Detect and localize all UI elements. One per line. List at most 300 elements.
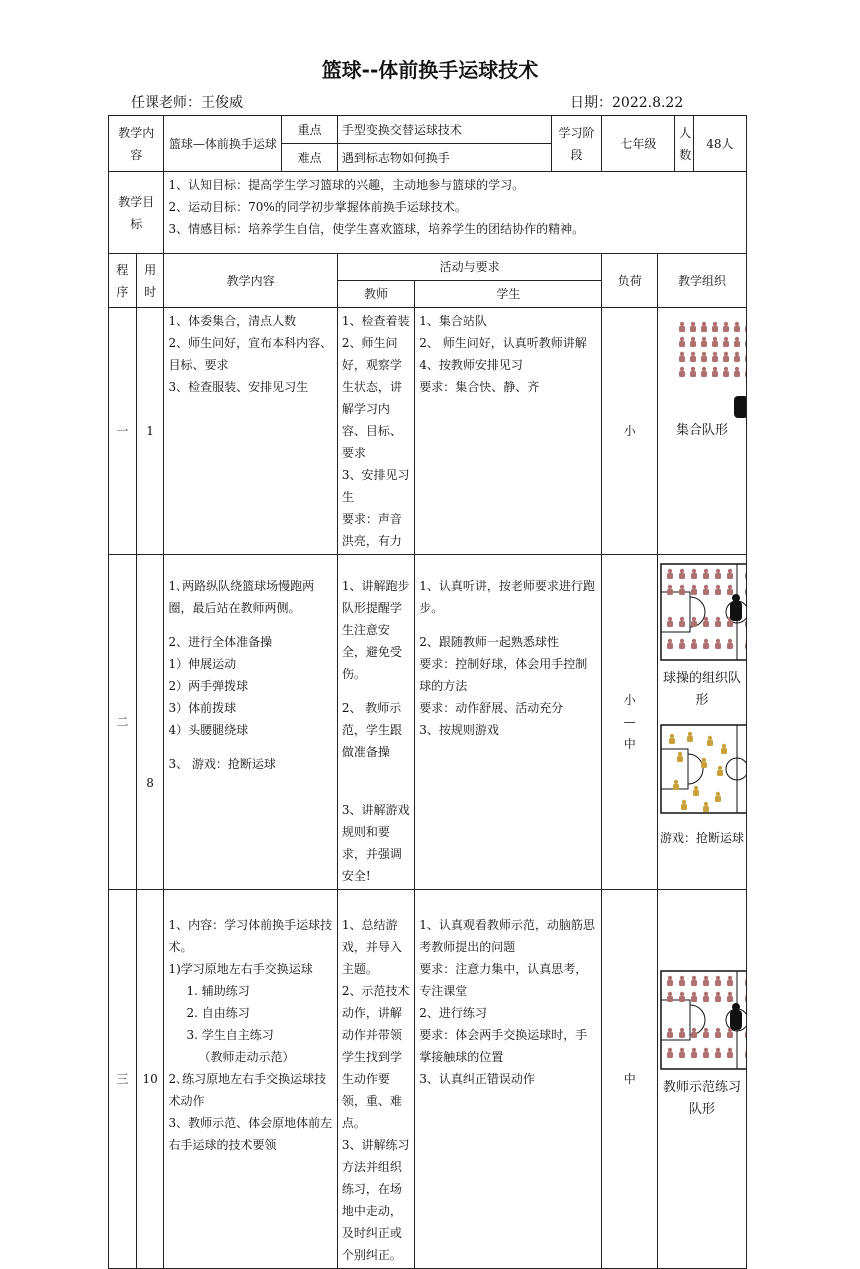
load: 中 [623,1072,636,1086]
content-line: 3、 游戏：抢断运球 [168,757,276,771]
org-label: 教师示范练习队形 [662,1080,741,1117]
student-figure-body [667,589,673,595]
student-figure-body [693,790,699,796]
content-line: 1)学习原地左右手交换运球 [168,962,313,976]
student-figure-body [745,1032,747,1038]
organization-cell [657,890,746,1269]
procedure: 二 [116,715,129,729]
student-figure-body [679,1032,685,1038]
col-activity-label: 活动与要求 [439,260,500,274]
student-figure-head [704,1048,708,1052]
student-figure-body [717,770,723,776]
content-line: 3、教师示范、体会原地体前左右手运球的技术要领 [168,1116,333,1152]
teacher-line: 要求：声音洪亮，有力 [341,512,402,548]
student-figure-body [669,738,675,744]
objectives-label-cell [109,172,164,254]
student-figure-head [702,352,706,356]
time-cell [136,555,164,890]
content-line: 3）体前拨球 [168,701,237,715]
objectives-label: 教学目标 [118,194,155,231]
objective-item: 2、运动目标：70%的同学初步掌握体前换手运球技术。 [168,200,467,214]
student-figure-body [703,1032,709,1038]
student-line: 1、认真观看教师示范，动脑筋思考教师提出的问题 [419,918,595,954]
student-figure-body [690,371,696,377]
student-figure-body [679,996,685,1002]
student-figure-body [667,1032,673,1038]
load: 小 [623,424,636,438]
load-cell [602,890,657,1269]
content-line: 3. 学生自主练习 [186,1028,274,1042]
org-label: 游戏：抢断运球 [659,831,744,845]
student-figure-head [691,337,695,341]
org-label: 球操的组织队形 [662,671,741,708]
student-figure-body [715,621,721,627]
student-figure-head [704,585,708,589]
student-figure-head [691,352,695,356]
col-content [164,254,337,308]
content-line: 2. 自由练习 [186,1006,250,1020]
student-figure-body [745,573,747,579]
student-figure-head [713,352,717,356]
student-figure-head [680,352,684,356]
student-figure-body [687,736,693,742]
student-figure-head [670,734,674,738]
student-figure-head [691,322,695,326]
student-figure-head [704,802,708,806]
time: 8 [146,776,154,790]
key-value: 手型变换交替运球技术 [341,122,462,137]
student-figure-body [734,326,740,332]
student-figure-head [704,1028,708,1032]
teacher-line: 1、检查着装 [341,314,410,328]
student-figure-head [680,617,684,621]
student-figure-head [704,639,708,643]
student-figure-head [704,976,708,980]
student-figure-head [716,639,720,643]
student-figure-body [712,371,718,377]
student-figure-head [746,322,747,326]
student-figure-body [727,1052,733,1058]
student-figure-head [718,766,722,770]
student-figure-head [678,752,682,756]
student-figure-body [723,341,729,347]
student-figure-head [746,367,747,371]
warmup-court [660,563,747,661]
student-figure-head [694,786,698,790]
student-figure-head [668,1028,672,1032]
student-figure-body [703,996,709,1002]
student-line: 3、按规则游戏 [419,723,499,737]
load-cell [602,308,657,555]
student-figure-head [728,569,732,573]
count-label-cell [675,116,693,172]
content-line: 1）伸展运动 [168,657,237,671]
difficulty-label-cell [282,144,337,172]
time: 10 [142,1072,158,1086]
practice-court [660,970,747,1070]
student-line: 要求：注意力集中，认真思考，专注课堂 [419,962,588,998]
student-figure-body [727,621,733,627]
student-figure-head [680,1028,684,1032]
stage-label: 学习阶段 [558,125,595,162]
student-figure-head [704,992,708,996]
student-figure-head [702,367,706,371]
student-figure-head [668,976,672,980]
student-figure-body [679,1052,685,1058]
student-figure-body [691,996,697,1002]
page-title: 篮球--体前换手运球技术 [321,58,539,82]
student-figure-body [712,326,718,332]
student-figure-head [702,322,706,326]
student-figure-head [735,337,739,341]
student-figure-body [745,1052,747,1058]
student-figure-head [746,337,747,341]
grade-cell [602,116,675,172]
teacher-line: 2、师生问好，观察学生状态，讲解学习内容、目标、要求 [341,336,402,460]
student-figure-body [734,341,740,347]
student-figure-head [724,352,728,356]
student-figure-body [667,980,673,986]
student-figure-body [734,371,740,377]
procedure-cell [109,555,137,890]
assembly-diagram [662,310,742,420]
student-figure-body [679,643,685,649]
student-figure-body [679,341,685,347]
col-content-label: 教学内容 [226,273,275,288]
lesson-date: 日期：2022.8.22 [570,95,684,111]
content-label-cell [109,116,164,172]
student-figure-body [701,356,707,362]
student-figure-body [745,589,747,595]
student-figure-body [673,784,679,790]
student-cell [415,308,602,555]
col-student-label: 学生 [496,287,521,301]
count-label: 人数 [679,125,692,162]
student-figure-body [679,621,685,627]
student-figure-body [745,326,747,332]
student-figure-head [716,792,720,796]
student-figure-head [713,367,717,371]
student-figure-body [690,326,696,332]
student-figure-body [734,356,740,362]
student-figure-body [703,643,709,649]
student-line: 3、认真纠正错误动作 [419,1072,535,1086]
student-figure-body [667,643,673,649]
student-figure-body [667,996,673,1002]
student-figure-head [716,976,720,980]
student-figure-head [680,337,684,341]
student-figure-body [715,1032,721,1038]
time: 1 [146,424,154,438]
student-line: 1、认真听讲，按老师要求进行跑步。 [419,579,595,615]
student-figure-body [715,796,721,802]
student-figure-head [688,732,692,736]
content-line: 3、检查服装、安排见习生 [168,380,309,394]
student-figure-head [728,585,732,589]
teacher-line: 3、安排见习生 [341,468,410,504]
student-figure-body [703,980,709,986]
student-figure-head [668,1048,672,1052]
student-figure-body [691,1052,697,1058]
key-label-cell [282,116,337,144]
col-load-label: 负荷 [617,273,642,288]
student-figure-body [721,748,727,754]
student-figure-head [713,322,717,326]
student-figure-body [679,573,685,579]
student-figure-head [668,617,672,621]
student-figure-body [679,980,685,986]
student-figure-body [691,589,697,595]
game-court [660,724,747,814]
student-figure-head [680,639,684,643]
student-line: 要求：控制好球，体会用手控制球的方法 [419,657,588,693]
student-figure-body [690,341,696,347]
col-time-label: 用时 [144,262,157,299]
teacher-line: 3、讲解练习方法并组织练习，在场地中走动，及时纠正或个别纠正。 [341,1138,410,1262]
student-figure-body [715,589,721,595]
student-figure-body [712,356,718,362]
col-procedure [109,254,137,308]
student-figure-head [680,585,684,589]
student-figure-body [681,804,687,810]
student-figure-head [692,585,696,589]
content-line: 4）头腰腿绕球 [168,723,249,737]
content-value-cell [164,116,282,172]
student-figure-body [701,341,707,347]
student-figure-head [735,352,739,356]
student-figure-body [703,573,709,579]
student-figure-body [715,1052,721,1058]
student-figure-body [745,643,747,649]
organization-cell [657,555,746,890]
student-figure-body [703,806,709,812]
student-figure-body [701,762,707,768]
student-figure-head [728,1048,732,1052]
load: 小—中 [623,693,636,751]
col-activity [337,254,602,281]
student-figure-head [692,1048,696,1052]
student-figure-body [727,1032,733,1038]
student-figure-head [680,322,684,326]
student-figure-body [723,371,729,377]
student-figure-body [745,996,747,1002]
content-line: 1、体委集合，清点人数 [168,314,297,328]
student-figure-head [702,758,706,762]
student-figure-head [692,992,696,996]
student-figure-body [745,341,747,347]
content-line: 1､两路纵队绕篮球场慢跑两圈，最后站在教师两侧。 [168,579,315,615]
student-figure-head [674,780,678,784]
student-figure-body [715,573,721,579]
content-line: 2、师生问好，宣布本科内容、目标、要求 [168,336,333,372]
student-figure-head [716,617,720,621]
student-figure-head [735,367,739,371]
content-line: 2､练习原地左右手交换运球技术动作 [168,1072,327,1108]
student-figure-body [715,996,721,1002]
key-value-cell [337,116,551,144]
col-teacher [337,281,414,308]
student-figure-head [716,1028,720,1032]
difficulty-value: 遇到标志物如何换手 [341,150,450,165]
student-line: 要求：体会两手交换运球时，手掌接触球的位置 [419,1028,588,1064]
student-figure-body [679,326,685,332]
student-line: 2、跟随教师一起熟悉球性 [419,635,559,649]
student-figure-head [692,569,696,573]
student-figure-head [692,976,696,980]
student-figure-head [692,1028,696,1032]
student-line: 要求：集合快、静、齐 [419,380,540,394]
student-figure-body [691,573,697,579]
student-figure-head [668,585,672,589]
student-figure-head [728,976,732,980]
student-line: 1、集合站队 [419,314,487,328]
org-label: 集合队形 [675,423,728,438]
time-cell [136,890,164,1269]
count-cell [693,116,746,172]
student-figure-body [727,643,733,649]
student-figure-head [680,992,684,996]
student-figure-head [682,800,686,804]
student-figure-head [668,992,672,996]
student-figure-body [745,621,747,627]
col-load [602,254,657,308]
col-time [136,254,164,308]
teacher-line: 3、讲解游戏规则和要求，并强调安全! [341,803,410,883]
student-figure-body [723,356,729,362]
student-figure-head [704,617,708,621]
student-figure-head [692,617,696,621]
teacher-name: 任课老师：王俊威 [131,95,243,111]
lesson-plan-table [108,115,747,1269]
student-cell [415,555,602,890]
content-line: （教师走动示范） [198,1050,295,1064]
objectives-cell [164,172,747,254]
student-figure-head [724,367,728,371]
student-figure-body [703,1052,709,1058]
content-line: 1、内容：学习体前换手运球技术。 [168,918,333,954]
student-figure-body [690,356,696,362]
student-figure-head [716,992,720,996]
student-line: 2、 师生问好，认真听教师讲解 [419,336,587,350]
student-figure-head [668,639,672,643]
student-figure-body [703,589,709,595]
student-figure-head [728,992,732,996]
teacher-cell [337,555,414,890]
student-figure-body [727,996,733,1002]
student-figure-body [723,326,729,332]
grade: 七年级 [620,136,657,151]
student-line: 4、按教师安排见习 [419,358,523,372]
student-figure-body [691,1032,697,1038]
student-figure-head [716,585,720,589]
load-cell [602,555,657,890]
student-figure-body [712,341,718,347]
student-figure-head [668,569,672,573]
teacher-line: 1、总结游戏，并导入主题。 [341,918,402,976]
student-figure-body [703,621,709,627]
student-figure-head [680,569,684,573]
student-figure-body [677,756,683,762]
content-cell [164,308,337,555]
student-figure-head [708,736,712,740]
student-figure-body [701,326,707,332]
student-figure-head [702,337,706,341]
student-figure-head [713,337,717,341]
objective-item: 1、认知目标：提高学生学习篮球的兴趣，主动地参与篮球的学习。 [168,178,525,192]
key-label: 重点 [297,122,322,137]
student-figure-body [691,621,697,627]
student-figure-body [727,980,733,986]
student-figure-head [692,639,696,643]
student-figure-head [746,352,747,356]
content-line: 1. 辅助练习 [186,984,250,998]
content-cell [164,555,337,890]
student-figure-body [691,643,697,649]
difficulty-value-cell [337,144,551,172]
assembly-formation [672,318,747,428]
stage-label-cell [551,116,602,172]
procedure: 三 [116,1072,129,1086]
col-procedure-label: 程序 [116,262,129,299]
procedure-cell [109,890,137,1269]
procedure: 一 [116,424,129,438]
student-line: 2、进行练习 [419,1006,487,1020]
student-figure-body [691,980,697,986]
student-figure-head [680,1048,684,1052]
student-figure-head [680,976,684,980]
student-figure-body [727,573,733,579]
student-figure-head [716,569,720,573]
student-figure-body [707,740,713,746]
col-organization [657,254,746,308]
organization-cell [657,308,746,555]
student-figure-body [679,356,685,362]
student-figure-body [667,621,673,627]
student-figure-body [679,371,685,377]
student-figure-body [727,589,733,595]
procedure-cell [109,308,137,555]
teacher-line: 2、示范技术动作，讲解动作并带领学生找到学生动作要领，重、难点。 [341,984,410,1130]
student-figure-body [715,643,721,649]
student-figure-body [701,371,707,377]
student-figure-body [667,573,673,579]
content-cell [164,890,337,1269]
student-figure-head [680,367,684,371]
col-student [415,281,602,308]
student-figure-head [704,569,708,573]
content-line: 2）两手弹拨球 [168,679,249,693]
student-figure-head [728,639,732,643]
teacher-line: 2、 教师示范，学生跟做准备操 [341,701,402,759]
teacher-cell [337,308,414,555]
student-figure-head [724,322,728,326]
col-organization-label: 教学组织 [677,273,726,288]
student-figure-body [667,1052,673,1058]
objective-item: 3、情感目标：培养学生自信，使学生喜欢篮球，培养学生的团结协作的精神。 [168,222,585,236]
student-line: 要求：动作舒展、活动充分 [419,701,564,715]
student-figure-head [724,337,728,341]
student-figure-body [745,371,747,377]
difficulty-label: 难点 [297,150,322,165]
content-value: 篮球—体前换手运球 [168,136,277,151]
student-figure-body [679,589,685,595]
content-label: 教学内容 [118,125,155,162]
student-count: 48人 [706,136,734,151]
student-cell [415,890,602,1269]
student-figure-head [722,744,726,748]
teacher-line: 1、讲解跑步队形提醒学生注意安全，避免受伤。 [341,579,410,681]
col-teacher-label: 教师 [364,287,389,301]
